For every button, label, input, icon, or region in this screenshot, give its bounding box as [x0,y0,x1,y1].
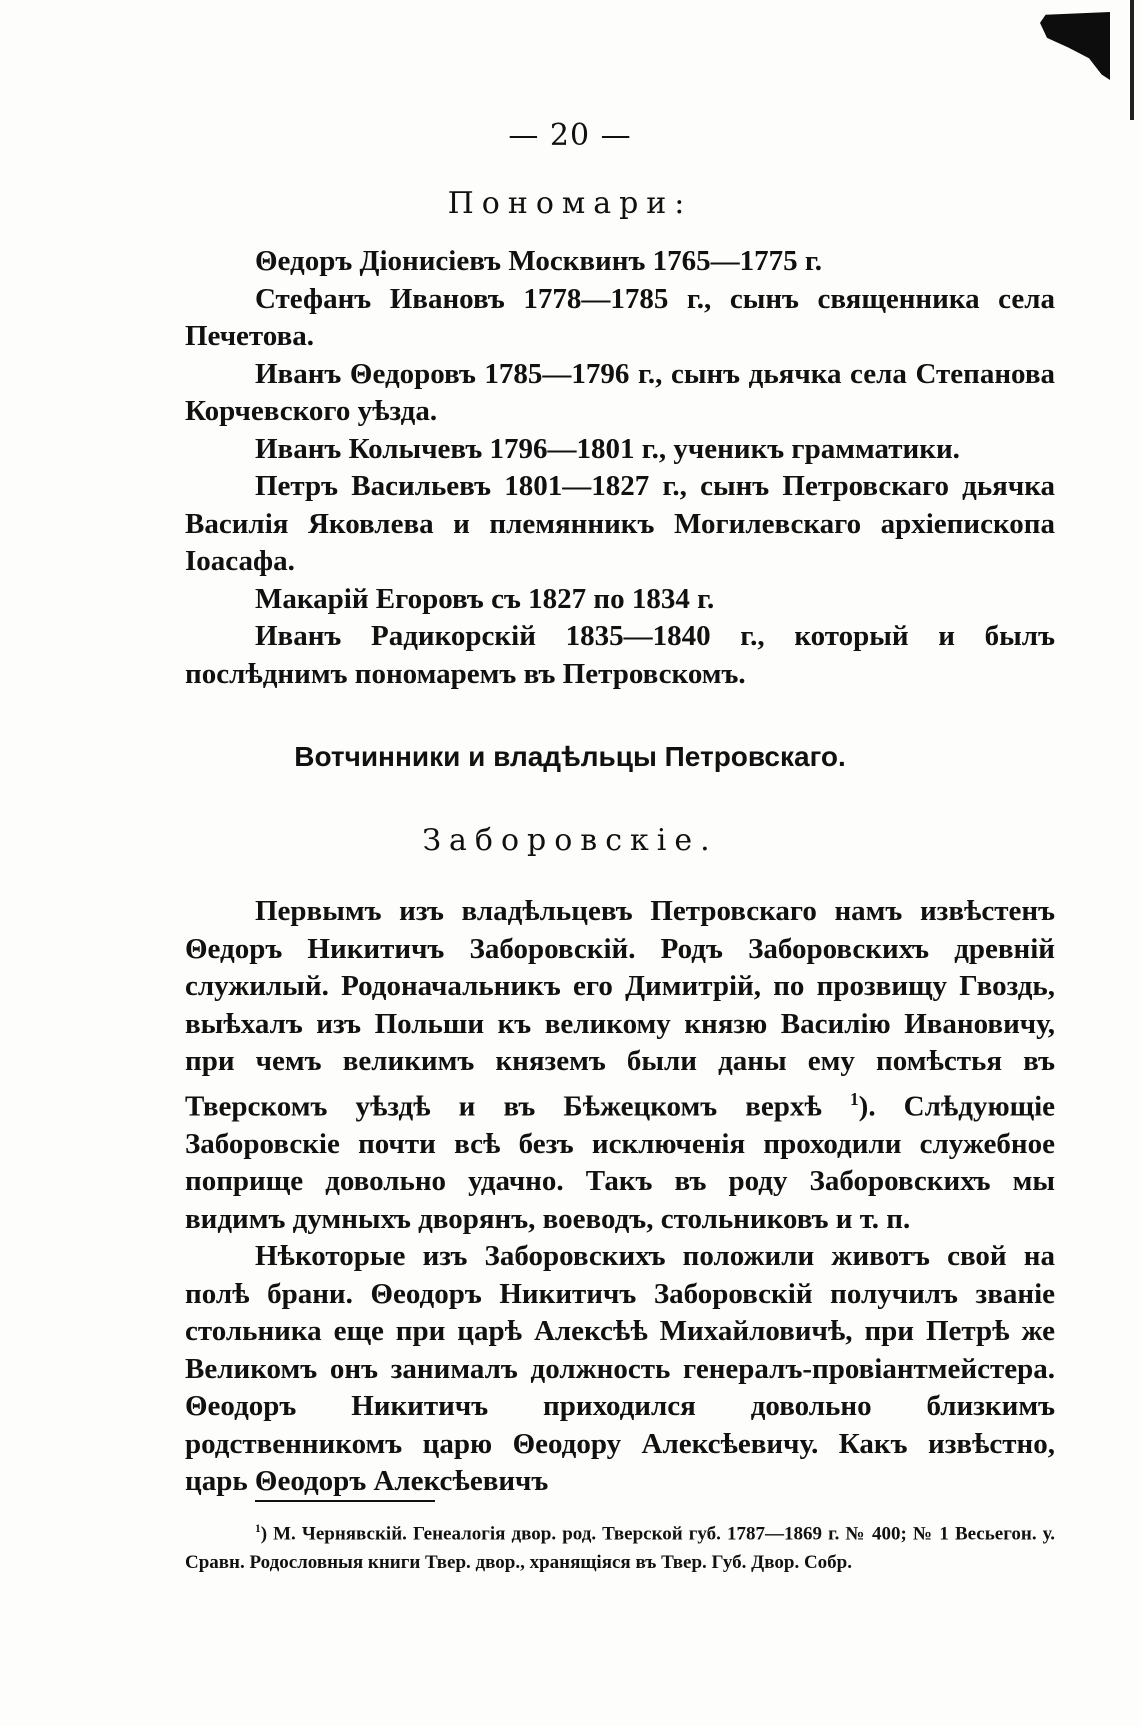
paragraph-text: Первымъ изъ владѣльцевъ Петровскаго намъ извѣстенъ Θедоръ Никитичъ Заборовскій. Родъ Заборовскихъ древній служилый. Родоначальникъ его Димитрій, по прозвищу Гвоздь, выѣхалъ изъ Польши къ великому князю Василію Ивановичу, при чемъ великимъ княземъ были даны ему помѣстья въ Тверскомъ уѣздѣ и въ Бѣжецкомъ верхѣ [185,895,1055,1123]
owners-text [185,893,1055,1501]
footnote [185,1515,1055,1577]
list-item: Иванъ Колычевъ 1796—1801 г., ученикъ грамматики. [255,432,960,465]
list-item: Иванъ Радикорскій 1835—1840 г., который и былъ послѣднимъ пономаремъ въ Петровскомъ. [185,620,1055,690]
scan-edge-line [1130,0,1134,120]
footnote-marker: 1 [255,1523,261,1535]
list-item: Стефанъ Ивановъ 1778—1785 г., сынъ священника села Печетова. [185,282,1055,352]
paragraph [185,893,1055,1238]
ponomari-list [185,243,1055,693]
list-item: Иванъ Θедоровъ 1785—1796 г., сынъ дьячка села Степанова Корчевского уѣзда. [185,357,1055,427]
footnote-text: ) М. Чернявскій. Генеалогія двор. род. Тверской губ. 1787—1869 г. № 400; № 1 Весьегон. у. Сравн. Родословныя книги Твер. двор., хранящіяся въ Твер. Губ. Двор. Собр. [185,1523,1055,1574]
paragraph: Нѣкоторые изъ Заборовскихъ положили животъ свой на полѣ брани. Θеодоръ Никитичъ Заборовскій получилъ званіе стольника еще при царѣ Алексѣѣ Михайловичѣ, при Петрѣ же Великомъ онъ занималъ должность генералъ-провіантмейстера. Θеодоръ Никитичъ приходился довольно близкимъ родственникомъ царю Θеодору Алексѣевичу. Какъ извѣстно, царь Θеодоръ Алексѣевичъ [185,1240,1055,1498]
section-heading-ponomari: Пономари: [447,186,693,221]
section-heading-owners: Вотчинники и владѣльцы Петровскаго. [294,741,846,772]
list-item: Θедоръ Діонисіевъ Москвинъ 1765—1775 г. [255,245,823,277]
list-item: Петръ Васильевъ 1801—1827 г., сынъ Петровскаго дьячка Василія Яковлева и племянникъ Могилевскаго архіепископа Іоасафа. [185,470,1055,577]
page-number: — 20 — [508,118,632,153]
footnote-reference[interactable]: 1 [849,1088,859,1109]
paragraph-text: ). Слѣдующіе Заборовскіе почти всѣ безъ исключенія проходили служебное поприще довольно удачно. Такъ въ роду Заборовскихъ мы видимъ думныхъ дворянъ, воеводъ, стольниковъ и т. п. [185,1090,1056,1235]
scan-artifact [1040,12,1110,80]
section-subheading-zaborovskie: Заборовскіе. [422,823,718,858]
list-item: Макарій Егоровъ съ 1827 по 1834 г. [255,582,715,615]
footnote-divider [255,1500,435,1502]
